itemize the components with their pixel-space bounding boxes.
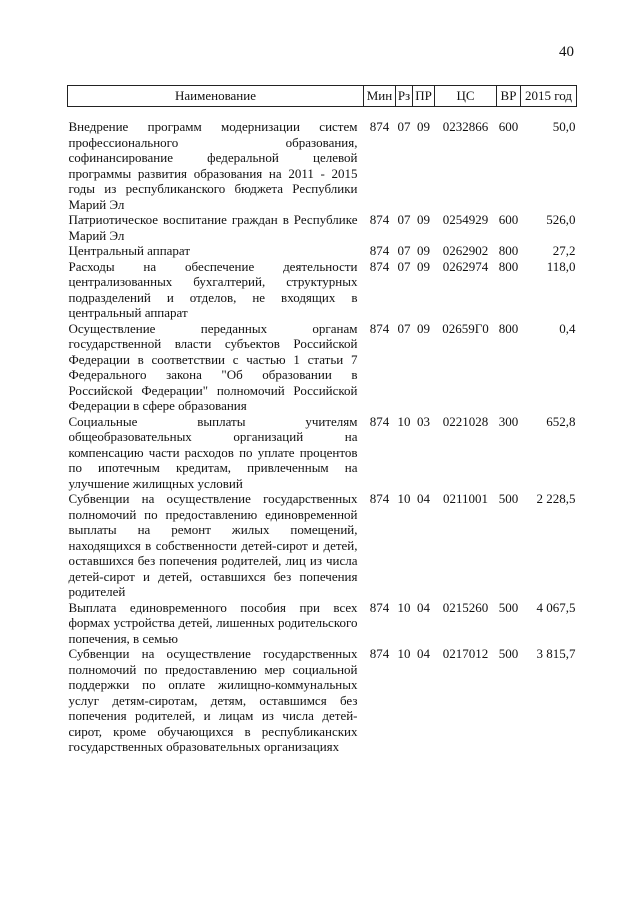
table-row (68, 600, 577, 647)
row-name: Социальные выплаты учителям общеобразовательных организаций на компенсацию части расходов по уплате процентов по ипотечным кредитам, привлеченным на улучшение жилищных условий (68, 413, 358, 491)
table-row (68, 212, 577, 243)
row-name: Субвенции на осуществление государственных полномочий по предоставлению единовременной выплаты на ремонт жилых помещений, находящихся в собственности детей-сирот и детей, оставшихся без попечения родителей, лиц из числа детей-сирот и детей, оставшихся без попечения родителей (68, 491, 358, 599)
row-vr: 300 (498, 413, 519, 429)
row-rz: 07 (397, 212, 411, 227)
row-pr: 09 (417, 258, 430, 274)
row-amount: 652,8 (546, 413, 576, 429)
row-min: 874 (369, 599, 390, 615)
row-cs: 0262974 (442, 258, 489, 274)
row-pr: 04 (417, 646, 430, 661)
row-cs: 0221028 (442, 413, 489, 429)
row-min: 874 (369, 646, 390, 661)
row-min: 874 (369, 212, 390, 227)
table-row (68, 243, 577, 259)
row-cs: 0217012 (442, 646, 489, 661)
row-vr: 500 (498, 599, 519, 615)
row-vr: 600 (498, 119, 519, 134)
row-rz: 07 (397, 258, 411, 274)
row-cs: 0232866 (442, 119, 489, 134)
row-pr: 09 (417, 320, 430, 336)
row-vr: 500 (498, 646, 519, 661)
row-cs: 0215260 (442, 599, 489, 615)
row-pr: 09 (417, 212, 430, 227)
row-min: 874 (369, 119, 390, 134)
row-amount: 118,0 (546, 258, 576, 274)
header-vr: ВР (497, 86, 521, 107)
row-amount: 3 815,7 (536, 646, 576, 661)
row-pr: 04 (417, 599, 430, 615)
row-min: 874 (369, 258, 390, 274)
row-rz: 07 (397, 243, 411, 258)
header-year: 2015 год (521, 86, 577, 107)
row-amount: 27,2 (552, 243, 576, 258)
table-row (68, 414, 577, 492)
row-name: Внедрение программ модернизации систем профессионального образования, софинансирование федеральной целевой программы развития образования на 2011 - 2015 годы из республиканского бюджета Республики Марий Эл (68, 119, 358, 212)
row-rz: 07 (397, 119, 411, 134)
table-row (68, 321, 577, 414)
row-cs: 0254929 (442, 212, 489, 227)
row-name: Патриотическое воспитание граждан в Республике Марий Эл (68, 212, 358, 243)
row-pr: 09 (417, 119, 430, 134)
header-cs: ЦС (435, 86, 497, 107)
row-pr: 03 (417, 413, 430, 429)
table-header (68, 86, 577, 107)
row-cs: 0262902 (442, 243, 489, 258)
row-name: Центральный аппарат (68, 243, 191, 258)
table-row (68, 107, 577, 213)
budget-table (67, 85, 577, 755)
table-row (68, 259, 577, 321)
page-number: 40 (559, 44, 574, 60)
row-rz: 10 (397, 413, 411, 429)
row-vr: 500 (498, 491, 519, 506)
row-vr: 800 (498, 243, 519, 258)
row-amount: 0,4 (559, 320, 576, 336)
row-vr: 800 (498, 258, 519, 274)
header-name: Наименование (68, 86, 364, 107)
row-pr: 04 (417, 491, 430, 506)
row-name: Субвенции на осуществление государственных полномочий по предоставлению мер социальной поддержки по оплате жилищно-коммунальных услуг детям-сиротам, детям, оставшимся без попечения родителей, и лицам из числа детей-сирот, кроме обучающихся в республиканских государственных образовательных организациях (68, 646, 358, 754)
table-row (68, 491, 577, 600)
row-amount: 50,0 (552, 119, 576, 134)
header-pr: ПР (413, 86, 435, 107)
row-min: 874 (369, 320, 390, 336)
row-name: Расходы на обеспечение деятельности централизованных бухгалтерий, структурных подразделений и отделов, не входящих в центральный аппарат (68, 258, 358, 320)
row-rz: 07 (397, 320, 411, 336)
header-rz: Рз (396, 86, 413, 107)
row-rz: 10 (397, 646, 411, 661)
table-row (68, 646, 577, 755)
row-name: Выплата единовременного пособия при всех формах устройства детей, лишенных родительского попечения, в семью (68, 599, 358, 646)
row-cs: 0211001 (442, 491, 489, 506)
row-amount: 4 067,5 (536, 599, 576, 615)
row-min: 874 (369, 413, 390, 429)
row-vr: 800 (498, 320, 519, 336)
row-min: 874 (369, 243, 390, 258)
row-cs: 02659Г0 (442, 320, 489, 336)
row-amount: 2 228,5 (536, 491, 576, 506)
row-rz: 10 (397, 599, 411, 615)
row-vr: 600 (498, 212, 519, 227)
row-pr: 09 (417, 243, 430, 258)
row-amount: 526,0 (546, 212, 576, 227)
row-name: Осуществление переданных органам государственной власти субъектов Российской Федерации в соответствии с частью 1 статьи 7 Федерального закона "Об образовании в Российской Федерации" полномочий Российской Федерации в сфере образования (68, 320, 358, 413)
row-min: 874 (369, 491, 390, 506)
row-rz: 10 (397, 491, 411, 506)
header-min: Мин (364, 86, 396, 107)
